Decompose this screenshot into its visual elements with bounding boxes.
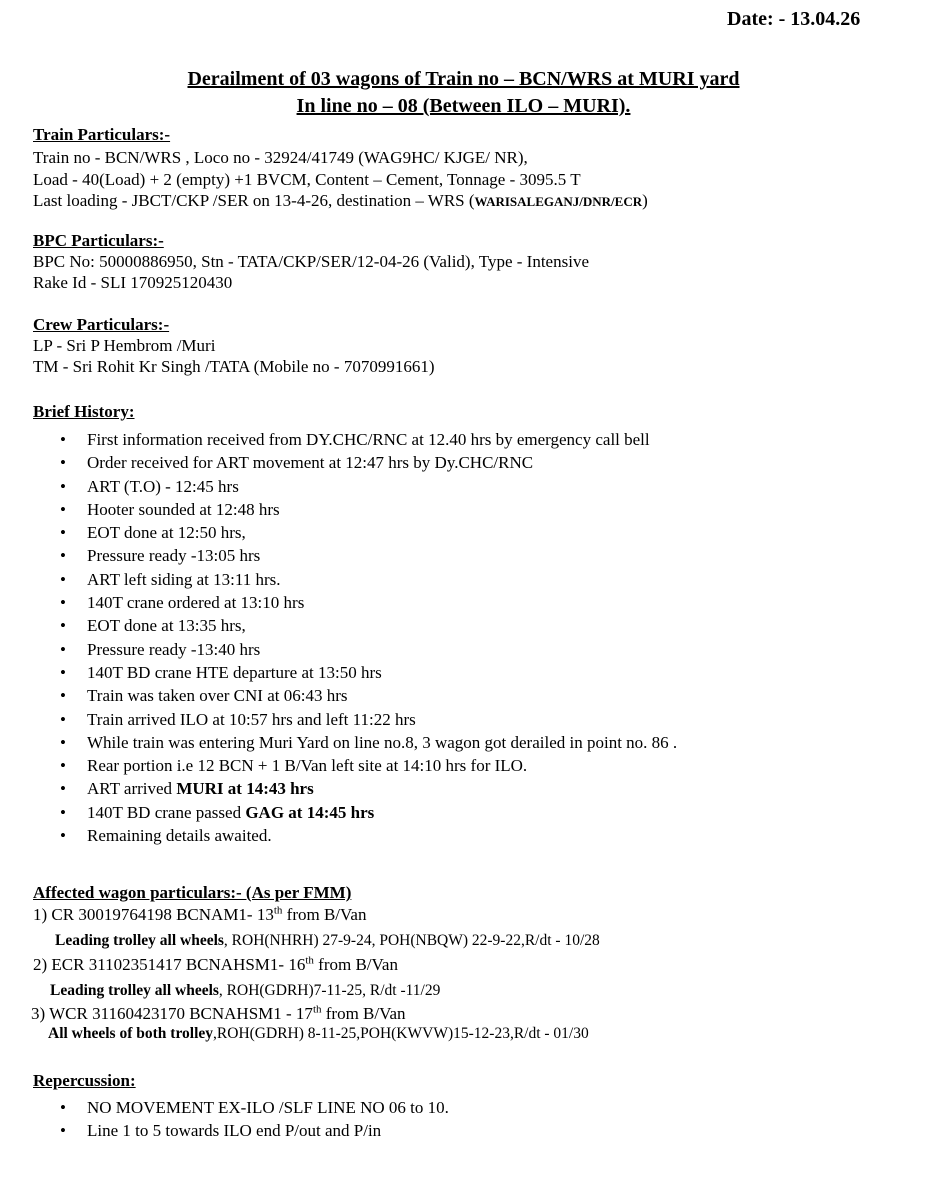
bullet-icon: •	[60, 546, 66, 566]
bpc-particulars-heading: BPC Particulars:-	[33, 231, 164, 250]
bullet-icon: •	[60, 779, 66, 799]
wagon-3-details: All wheels of both trolley,ROH(GDRH) 8-11-25,POH(KWVW)15-12-23,R/dt - 01/30	[48, 1025, 589, 1042]
bpc-line-2: Rake Id - SLI 170925120430	[33, 273, 233, 292]
list-item: • Pressure ready -13:05 hrs	[60, 546, 261, 566]
bullet-icon: •	[60, 709, 66, 729]
destination-full-name: WARISALEGANJ/DNR/ECR	[474, 194, 643, 209]
repercussion-list	[33, 1096, 449, 1142]
bullet-icon: •	[60, 499, 66, 519]
list-item: • Rear portion i.e 12 BCN + 1 B/Van left site at 14:10 hrs for ILO.	[60, 756, 528, 776]
bullet-icon: •	[60, 826, 66, 846]
wagon-3: 3) WCR 31160423170 BCNAHSM1 - 17th from B/Van	[31, 1003, 406, 1023]
repercussion-heading: Repercussion:	[33, 1071, 136, 1090]
wagon-1-details: Leading trolley all wheels, ROH(NHRH) 27-9-24, POH(NBQW) 22-9-22,R/dt - 10/28	[55, 932, 600, 949]
list-item: • 140T BD crane HTE departure at 13:50 hrs	[60, 662, 382, 682]
list-item: • NO MOVEMENT EX-ILO /SLF LINE NO 06 to 10.	[60, 1098, 449, 1117]
last-loading-text: Last loading - JBCT/CKP /SER on 13-4-26, destination – WRS (	[33, 191, 475, 210]
bullet-icon: •	[60, 523, 66, 543]
list-item: • ART (T.O) - 12:45 hrs	[60, 476, 239, 496]
wagon-2-details: Leading trolley all wheels, ROH(GDRH)7-11-25, R/dt -11/29	[50, 982, 441, 999]
bullet-icon: •	[60, 639, 66, 659]
train-particulars-line-1: Train no - BCN/WRS , Loco no - 32924/41749 (WAG9HC/ KJGE/ NR),	[33, 148, 528, 167]
list-item: • Train arrived ILO at 10:57 hrs and left 11:22 hrs	[60, 709, 416, 729]
bullet-icon: •	[60, 756, 66, 776]
list-item: • ART arrived MURI at 14:43 hrs	[60, 779, 314, 799]
bullet-icon: •	[60, 430, 66, 449]
list-item: • EOT done at 13:35 hrs,	[60, 616, 246, 636]
list-item: • EOT done at 12:50 hrs,	[60, 523, 246, 543]
wagon-2: 2) ECR 31102351417 BCNAHSM1- 16th from B/Van	[33, 954, 398, 974]
list-item: • Hooter sounded at 12:48 hrs	[60, 499, 280, 519]
train-particulars-line-3	[33, 191, 648, 211]
bullet-icon: •	[60, 732, 66, 752]
bullet-icon: •	[60, 616, 66, 636]
wagon-1: 1) CR 30019764198 BCNAM1- 13th from B/Van	[33, 904, 367, 924]
list-item: • 140T BD crane passed GAG at 14:45 hrs	[60, 802, 375, 822]
history-list	[33, 428, 677, 847]
bullet-icon: •	[60, 662, 66, 682]
list-item: • Line 1 to 5 towards ILO end P/out and P/in	[60, 1121, 382, 1140]
bullet-icon: •	[60, 569, 66, 589]
list-item: • Pressure ready -13:40 hrs	[60, 639, 261, 659]
last-loading-close: )	[642, 191, 648, 210]
train-particulars-line-2: Load - 40(Load) + 2 (empty) +1 BVCM, Content – Cement, Tonnage - 3095.5 T	[33, 170, 581, 189]
list-item: • 140T crane ordered at 13:10 hrs	[60, 593, 305, 613]
list-item: • ART left siding at 13:11 hrs.	[60, 569, 281, 589]
bpc-line-1: BPC No: 50000886950, Stn - TATA/CKP/SER/12-04-26 (Valid), Type - Intensive	[33, 252, 589, 271]
crew-particulars-heading: Crew Particulars:-	[33, 315, 170, 334]
bullet-icon: •	[60, 476, 66, 496]
crew-lp: LP - Sri P Hembrom /Muri	[33, 336, 216, 355]
crew-tm: TM - Sri Rohit Kr Singh /TATA (Mobile no - 7070991661)	[33, 357, 435, 376]
train-particulars-heading: Train Particulars:-	[33, 125, 171, 144]
report-date: Date: - 13.04.26	[727, 8, 861, 30]
bullet-icon: •	[60, 453, 66, 473]
list-item: • First information received from DY.CHC/RNC at 12.40 hrs by emergency call bell	[60, 430, 650, 449]
list-item: • Train was taken over CNI at 06:43 hrs	[60, 686, 348, 706]
report-title-line-2: In line no – 08 (Between ILO – MURI).	[296, 95, 631, 117]
brief-history-heading: Brief History:	[33, 402, 135, 421]
bullet-icon: •	[60, 802, 66, 822]
report-title-line-1: Derailment of 03 wagons of Train no – BCN/WRS at MURI yard	[187, 68, 740, 90]
list-item: • Order received for ART movement at 12:47 hrs by Dy.CHC/RNC	[60, 453, 534, 473]
list-item: • Remaining details awaited.	[60, 826, 272, 846]
affected-wagon-heading: Affected wagon particulars:- (As per FMM)	[33, 883, 352, 902]
list-item: • While train was entering Muri Yard on line no.8, 3 wagon got derailed in point no. 86 .	[60, 732, 678, 752]
bullet-icon: •	[60, 1121, 66, 1140]
bullet-icon: •	[60, 686, 66, 706]
bullet-icon: •	[60, 593, 66, 613]
bullet-icon: •	[60, 1098, 66, 1117]
